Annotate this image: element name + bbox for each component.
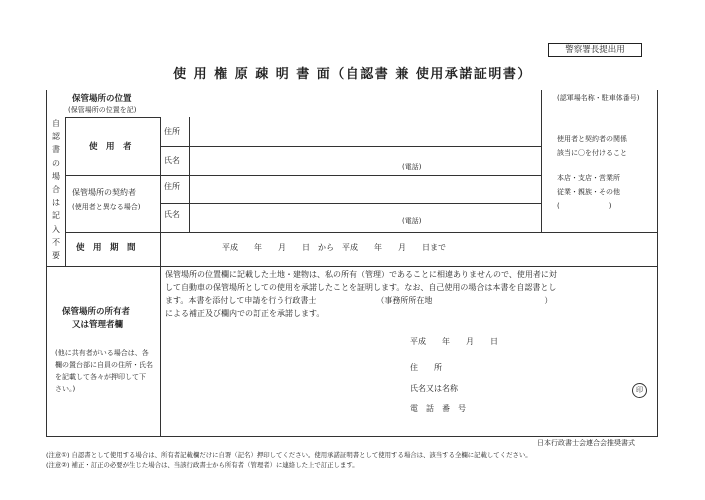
statement-line-3: ます。本書を添付して申請を行う行政書士 （事務所所在地 ）	[165, 296, 553, 305]
signature-name: 氏名又は名称	[410, 384, 458, 393]
user-phone-label: (電話)	[402, 163, 422, 171]
user-address-bottom	[160, 146, 542, 147]
contract-name-label: 氏名	[164, 210, 180, 219]
statement-line-4: による補正及び欄内での訂正を承諾します。	[165, 309, 325, 318]
location-right-note: (認軍場名称・駐車体番号)	[557, 94, 640, 102]
user-address-label: 住所	[164, 127, 180, 136]
contract-sub: (使用者と異なる場合)	[72, 203, 141, 211]
row-location-bottom	[65, 117, 161, 118]
user-row-bottom	[65, 175, 161, 176]
owner-note-3: を記載して各々が押印して下	[55, 373, 146, 381]
footer-org: 日本行政書士会連合会推奨書式	[537, 439, 635, 447]
period-label: 使 用 期 間	[76, 243, 136, 253]
contract-row-bottom	[65, 232, 658, 233]
location-label: 保管場所の位置	[72, 94, 132, 104]
footer-note-2: (注意②) 補正・訂正の必要が生じた場合は、当該行政書士から所有者（管理者）に連絡した上で訂正します。	[46, 461, 359, 469]
seal-mark: 印	[632, 383, 647, 398]
frame-bottom	[46, 436, 658, 437]
user-name-label: 氏名	[164, 156, 180, 165]
footer-note-1: (注意①) 自認書として使用する場合は、所有者記載欄だけに自署（記名）押印してください。使用承諾証明書として使用する場合は、該当する全欄に記載してください。	[46, 451, 532, 459]
owner-note-2: 欄の置台部に自員の住所・氏名	[55, 361, 153, 369]
contract-address-label: 住所	[164, 182, 180, 191]
frame-left	[46, 90, 47, 436]
owner-note-4: さい。)	[55, 385, 76, 393]
contract-label: 保管場所の契約者	[72, 188, 136, 197]
frame-right	[657, 90, 658, 436]
owner-label-1: 保管場所の所有者	[62, 307, 131, 317]
relation-note-2: 該当に〇を付けること	[557, 149, 627, 157]
signature-address: 住 所	[410, 363, 442, 372]
owner-note-1: (他に共有者がいる場合は、各	[55, 349, 149, 357]
relation-note-1: 使用者と契約者の関係	[557, 135, 627, 143]
user-label: 使 用 者	[89, 142, 132, 152]
relation-note-3: 本店・支店・営業所	[557, 174, 620, 182]
contract-address-bottom	[160, 203, 542, 204]
vertical-note: 自認書の場合は記入不要	[52, 119, 60, 261]
period-text: 平成 年 月 日 から 平成 年 月 日まで	[222, 243, 446, 252]
document-title: 使 用 権 原 疎 明 書 面（自認書 兼 使用承諾証明書）	[173, 67, 532, 82]
period-row-bottom	[46, 266, 658, 267]
right-col-divider	[541, 90, 542, 233]
label-col-divider	[160, 117, 161, 437]
signature-phone: 電 話 番 号	[410, 404, 466, 413]
contract-phone-label: (電話)	[402, 217, 422, 225]
statement-line-1: 保管場所の位置欄に記載した土地・建物は、私の所有（管理）であることに相違ありませんので、使用者に対	[165, 270, 557, 279]
relation-note-5: ( )	[557, 202, 612, 210]
location-sub: (保管場所の位置を記)	[68, 106, 137, 114]
user-name-bottom	[160, 175, 542, 176]
vertical-label-divider	[65, 117, 66, 266]
relation-note-4: 従業・親族・その他	[557, 188, 620, 196]
submission-tag: 警察署長提出用	[548, 43, 642, 57]
owner-label-2: 又は管理者欄	[72, 320, 124, 330]
signature-date: 平成 年 月 日	[410, 337, 498, 346]
statement-line-2: して自動車の保管場所としての使用を承諾したことを証明します。なお、自己使用の場合は本書を自認書とし	[165, 283, 557, 292]
